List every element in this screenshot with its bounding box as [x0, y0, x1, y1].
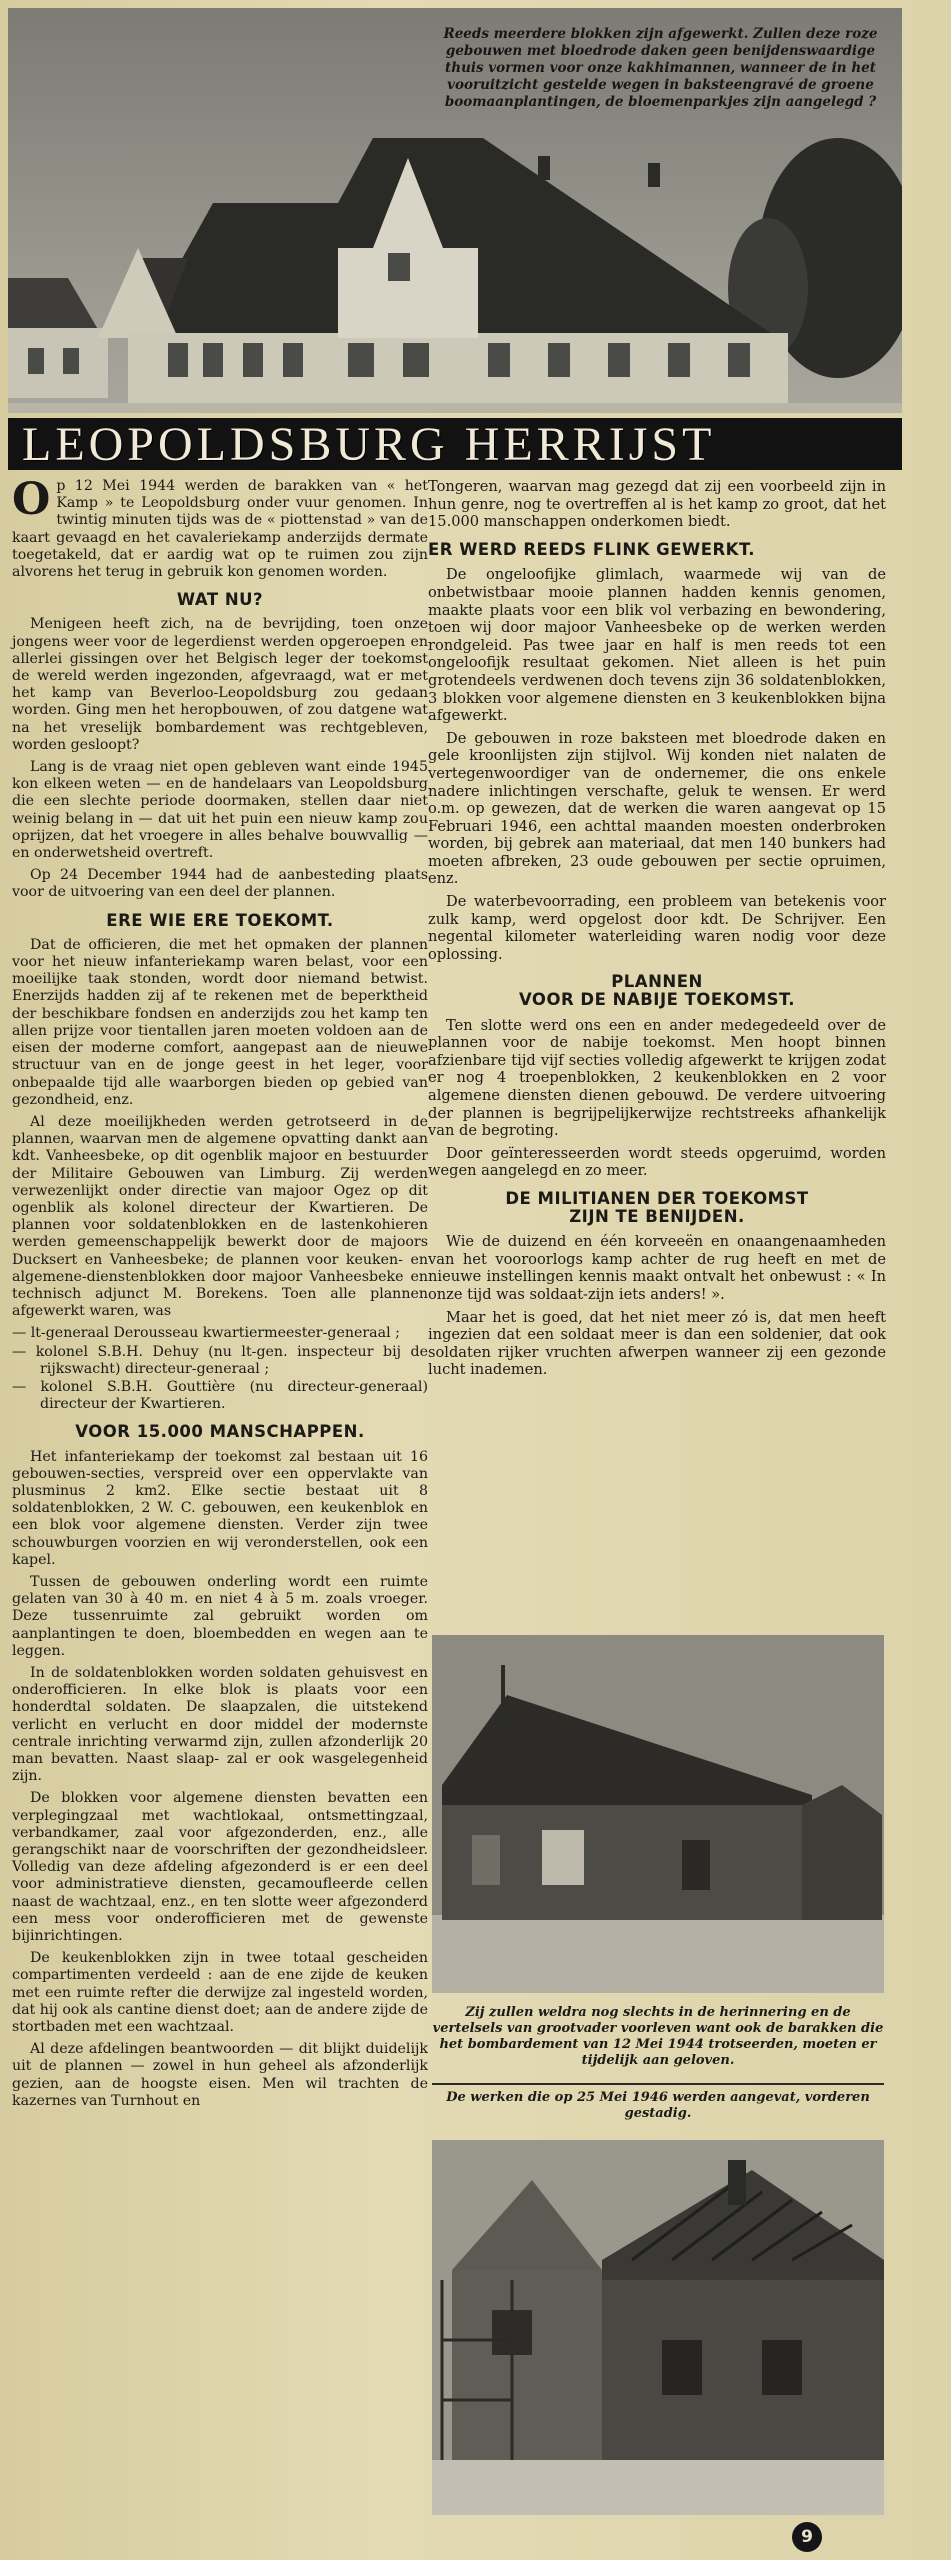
article-title-banner: [8, 418, 902, 470]
drop-cap: O: [12, 474, 51, 525]
officer-list: [12, 1325, 428, 1413]
paragraph: Tussen de gebouwen onderling wordt een ruimte gelaten van 30 à 40 m. en niet 4 à 5 m. zoals vroeger. Deze tussenruimte zal gebruikt worden om aanplantingen te doen, bloembedden en wegen aan te leggen.: [12, 1573, 428, 1659]
heading-wat-nu: WAT NU?: [176, 590, 264, 610]
paragraph: Ten slotte werd ons een en ander medegedeeld over de plannen voor de nabije toekomst. Men hoopt binnen afzienbare tijd vijf secties volledig afgewerkt te krijgen zodat er nog 4 troepenblokken, 2 keukenblokken en 2 voor algemene diensten dienen gebouwd. De verdere uitvoering der plannen is begrijpelijkerwijze rechtstreeks afhankelijk van de begroting.: [428, 1016, 886, 1140]
page-number: 9: [792, 2522, 822, 2552]
old-barrack-caption: Zij zullen weldra nog slechts in de herinnering en de vertelsels van grootvader voorleven want ook de barakken die het bombardement van 12 Mei 1944 trotseerden, moeten er tijdelijk aan geloven.: [432, 2005, 884, 2068]
paragraph: De gebouwen in roze baksteen met bloedrode daken en gele kroonlijsten zijn stijlvol. Wij konden niet nalaten de vertegenwoordiger van de ondernemer, die ons enkele nadere inlichtingen verschafte, geluk te wensen. Er werd o.m. op gewezen, dat de werken die waren aangevat op 15 Februari 1946, een achttal maanden moesten onderbroken worden, bij gebrek aan materiaal, dat men 140 bunkers had moeten afbreken, 23 oude gebouwen per sectie opruimen, enz.: [428, 729, 886, 888]
paragraph: Door geïnteresseerden wordt steeds opgeruimd, worden wegen aangelegd en zo meer.: [428, 1144, 886, 1180]
construction-photo: [432, 2140, 884, 2515]
paragraph: Maar het is goed, dat het niet meer zó is, dat men heeft ingezien dat een soldaat meer is dan een soldenier, dat ook soldaten rijker vruchten afwerpen wanneer zij een gezonde lucht inademen.: [428, 1308, 886, 1379]
paragraph: Dat de officieren, die met het opmaken der plannen voor het nieuw infanteriekamp waren belast, voor een moeilijke taak stonden, wordt door niemand betwist. Enerzijds hadden zij af te rekenen met de beperktheid der beschikbare fondsen en anderzijds zou het kamp ten allen prijze voor tientallen jaren moeten voldoen aan de eisen der moderne comfort, aangepast aan de nieuwe structuur van en de jonge geest in het leger, voor onbepaalde tijd alle waarborgen bieden op gebied van gezondheid, enz.: [12, 936, 428, 1108]
right-column: [428, 478, 886, 1384]
heading-militianen: DE MILITIANEN DER TOEKOMST: [505, 1188, 809, 1208]
old-barrack-photo: [432, 1635, 884, 1993]
heading-nabije-toekomst: VOOR DE NABIJE TOEKOMST.: [518, 990, 796, 1010]
paragraph: Op 24 December 1944 had de aanbesteding plaats voor de uitvoering van een deel der plannen.: [12, 867, 428, 901]
list-item: — kolonel S.B.H. Dehuy (nu lt-gen. inspecteur bij de rijkswacht) directeur-generaal ;: [12, 1343, 428, 1377]
paragraph: Het infanteriekamp der toekomst zal bestaan uit 16 gebouwen-secties, verspreid over een oppervlakte van plusminus 2 km2. Elke sectie bestaat uit 8 soldatenblokken, 2 W. C. gebouwen, een keukenblok en een blok voor algemene diensten. Verder zijn twee schouwburgen voorzien en wij veronderstellen, ook een kapel.: [12, 1448, 428, 1568]
hero-photo: [8, 8, 902, 413]
heading-plannen: PLANNEN: [611, 972, 703, 992]
intro-paragraph: Op 12 Mei 1944 werden de barakken van « het Kamp » te Leopoldsburg onder vuur genomen. In twintig minuten tijds was de « piottenstad » van de kaart gevaagd en het cavaleriekamp anderzijds dermate toegetakeld, dat er aardig wat op te ruimen zou zijn alvorens het terug in gebruik kon genomen worden.: [12, 474, 428, 581]
paragraph: De waterbevoorrading, een probleem van betekenis voor zulk kamp, werd opgelost door kdt. De Schrijver. Een negental kilometer waterleiding waren nodig voor deze oplossing.: [428, 893, 886, 963]
paragraph: Al deze afdelingen beantwoorden — dit blijkt duidelijk uit de plannen — zowel in hun geheel als afzonderlijk gezien, aan de hoogste eisen. Men wil trachten de kazernes van Turnhout en: [12, 2041, 428, 2109]
heading-te-benijden: ZIJN TE BENIJDEN.: [569, 1206, 745, 1226]
list-item: — kolonel S.B.H. Gouttière (nu directeur-generaal) directeur der Kwartieren.: [12, 1378, 428, 1413]
paragraph: In de soldatenblokken worden soldaten gehuisvest en onderofficieren. In elke blok is plaats voor een honderdtal soldaten. De slaapzalen, die uitstekend verlicht en verlucht en door middel der modernste centrale inrichting verwarmd zijn, zullen afzonderlijk 20 man bevatten. Naast slaap- zal er ook wasgelegenheid zijn.: [12, 1665, 428, 1785]
paragraph: De keukenblokken zijn in twee totaal gescheiden compartimenten verdeeld : aan de ene zijde de keuken met een ruimte refter die derwijze zal ingesteld worden, dat hij ook als cantine dienst doet; aan de andere zijde de stortbaden met een wachtzaal.: [12, 1950, 428, 2036]
left-column: [12, 474, 428, 2115]
heading-ere-wie-ere: ERE WIE ERE TOEKOMT.: [106, 910, 334, 930]
list-item: — lt-generaal Derousseau kwartiermeester-generaal ;: [12, 1325, 400, 1342]
heading-er-werd-reeds: ER WERD REEDS FLINK GEWERKT.: [428, 539, 755, 559]
article-title: LEOPOLDSBURG HERRIJST: [22, 417, 716, 471]
paragraph: De ongeloofijke glimlach, waarmede wij van de onbetwistbaar mooie plannen hadden kennis genomen, maakte plaats voor een blik vol verbazing en bewondering, toen wij door majoor Vanheesbeke op de werken werden rondgeleid. Pas twee jaar en half is men reeds tot een ongeloofijk resultaat gekomen. Niet alleen is het puin grotendeels verdwenen doch tevens zijn 36 soldatenblokken, 3 blokken voor algemene diensten en 3 keukenblokken bijna afgewerkt.: [428, 566, 886, 725]
paragraph: Wie de duizend en één korveeën en onaangenaamheden van het vooroorlogs kamp achter de rug heeft en met de nieuwe instellingen kennis maakt ontvalt het onbewust : « In onze tijd was soldaat-zijn iets anders! ».: [428, 1233, 886, 1303]
heading-voor-15000: VOOR 15.000 MANSCHAPPEN.: [75, 1422, 365, 1442]
hero-caption: Reeds meerdere blokken zijn afgewerkt. Zullen deze roze gebouwen met bloedrode daken geen benijdenswaardige thuis vormen voor onze kakhimannen, wanneer de in het vooruitzicht gestelde wegen in baksteengravé de groene boomaanplantingen, de bloemenparkjes zijn aangelegd ?: [443, 26, 878, 110]
paragraph: De blokken voor algemene diensten bevatten een verplegingzaal met wachtlokaal, ontsmettingzaal, verbandkamer, zaal voor afgezonderden, enz., alle gerangschikt naar de voorschriften der gezondheidsleer. Volledig van deze afdeling afgezonderd is er een deel voor administratieve diensten, gecamoufleerde cellen naast de wachtzaal, enz., en ten slotte weer afgezonderd een mess voor onderofficieren met de gewenste bijinrichtingen.: [12, 1790, 428, 1945]
construction-caption: De werken die op 25 Mei 1946 werden aangevat, vorderen gestadig.: [446, 2090, 870, 2121]
divider: [432, 2083, 884, 2085]
paragraph: Lang is de vraag niet open gebleven want einde 1945 kon elkeen weten — en de handelaars van Leopoldsburg die een slechte periode doormaken, stellen daar niet weinig belang in — dat uit het puin een nieuw kamp zou oprijzen, dat het vroegere in alles behalve bouwvallig — en onderwetsheid overtreft.: [12, 759, 428, 862]
paragraph: Menigeen heeft zich, na de bevrijding, toen onze jongens weer voor de legerdienst werden opgeroepen en allerlei gissingen over het Belgisch leger der toekomst de wereld werden ingezonden, afgevraagd, wat er met het kamp van Beverloo-Leopoldsburg zou gedaan worden. Ging men het heropbouwen, of zou datgene wat na het vreselijk bombardement was rechtgebleven, worden gesloopt?: [12, 616, 428, 753]
paragraph: Al deze moeilijkheden werden getrotseerd in de plannen, waarvan men de algemene opvatting dankt aan kdt. Vanheesbeke, op dit ogenblik majoor en bestuurder der Militaire Gebouwen van Limburg. Zij werden verwezenlijkt onder directie van majoor Ogez op dit ogenblik als kolonel directeur der Kwartieren. De plannen voor soldatenblokken en de lastenkohieren werden gemeenschappelijk bewerkt door de majoors Ducksert en Vanheesbeke; de plannen voor keuken- en algemene-dienstenblokken door majoor Vanheesbeke en technisch adjunct M. Borekens. Toen alle plannen afgewerkt waren, was: [12, 1113, 428, 1320]
paragraph: Tongeren, waarvan mag gezegd dat zij een voorbeeld zijn in hun genre, nog te overtreffen al is het kamp zo groot, dat het 15.000 manschappen onderkomen biedt.: [428, 478, 886, 531]
